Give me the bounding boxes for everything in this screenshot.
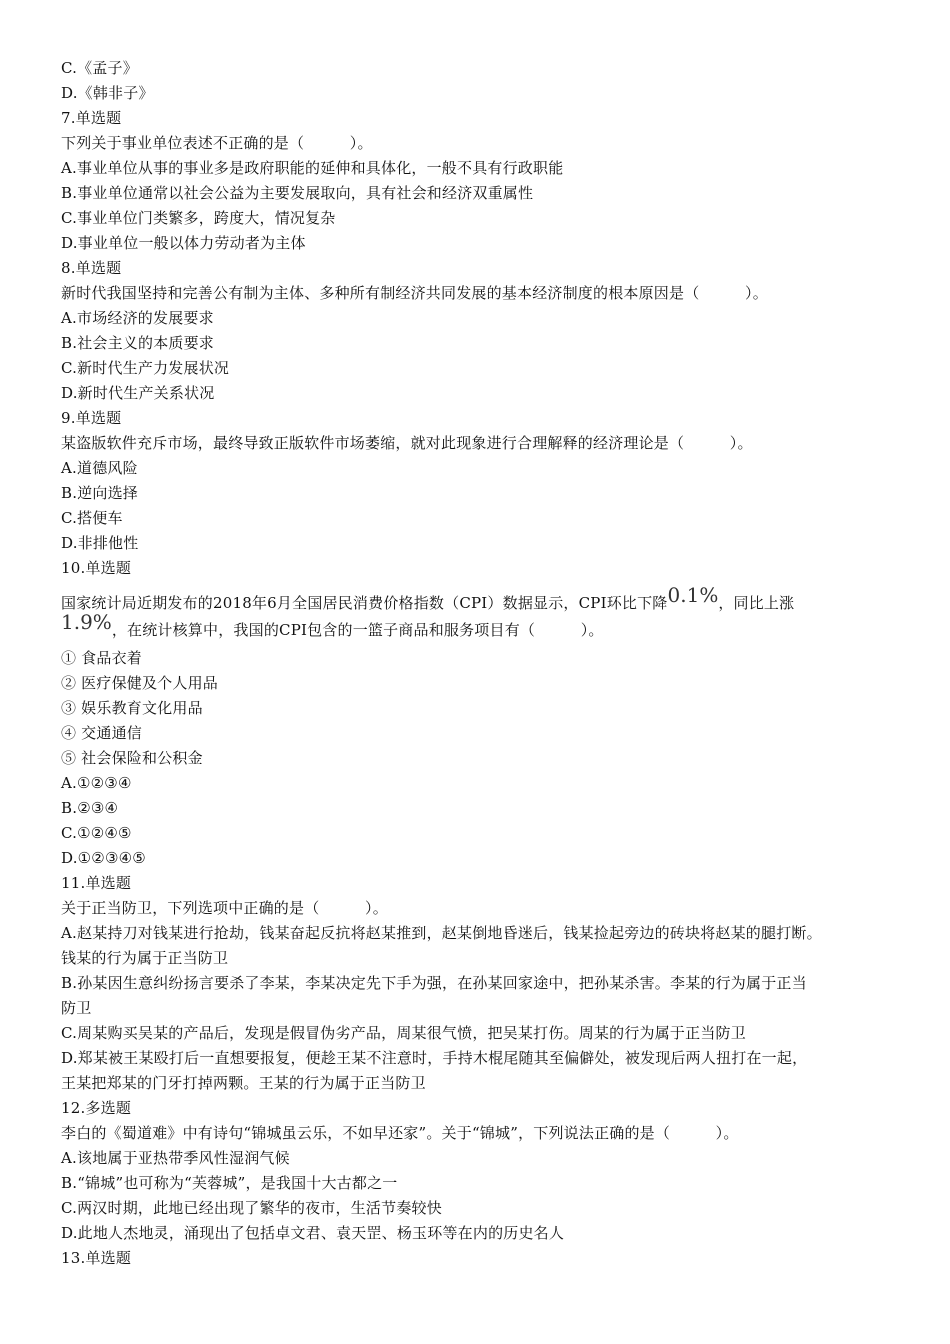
option: D.郑某被王某殴打后一直想要报复，便趁王某不注意时，手持木棍尾随其至偏僻处，被发现后两人扭打在一起， — [61, 1049, 808, 1067]
question-stem: 李白的《蜀道难》中有诗句“锦城虽云乐，不如早还家”。关于“锦城”，下列说法正确的是（ ）。 — [61, 1124, 739, 1142]
section-after-q10 — [61, 646, 896, 1271]
question-stem: 新时代我国坚持和完善公有制为主体、多种所有制经济共同发展的基本经济制度的根本原因是（ ）。 — [61, 284, 768, 302]
question-header: 12.多选题 — [61, 1099, 132, 1117]
stem-text: 国家统计局近期发布的2018年6月全国居民消费价格指数（CPI）数据显示，CPI环比下降 — [61, 594, 668, 612]
question-header: 10.单选题 — [61, 559, 132, 577]
option: B.“锦城”也可称为“芙蓉城”，是我国十大古都之一 — [61, 1174, 398, 1192]
statement-item: ② 医疗保健及个人用品 — [61, 674, 218, 692]
statement-item: ⑤ 社会保险和公积金 — [61, 749, 203, 767]
statement-item: ③ 娱乐教育文化用品 — [61, 699, 203, 717]
option: B.孙某因生意纠纷扬言要杀了李某，李某决定先下手为强，在孙某回家途中，把孙某杀害。李某的行为属于正当 — [61, 974, 807, 992]
statement-item: ① 食品衣着 — [61, 649, 142, 667]
option: C.事业单位门类繁多，跨度大，情况复杂 — [61, 209, 336, 227]
option: D.事业单位一般以体力劳动者为主体 — [61, 234, 306, 252]
question-stem: 关于正当防卫，下列选项中正确的是（ ）。 — [61, 899, 388, 917]
option: D.①②③④⑤ — [61, 849, 146, 867]
question-header: 13.单选题 — [61, 1249, 132, 1267]
option: A.该地属于亚热带季风性湿润气候 — [61, 1149, 290, 1167]
question-header: 8.单选题 — [61, 259, 122, 277]
option-continuation: 钱某的行为属于正当防卫 — [61, 949, 229, 967]
option: D.此地人杰地灵，涌现出了包括卓文君、袁天罡、杨玉环等在内的历史名人 — [61, 1224, 565, 1242]
option: A.道德风险 — [61, 459, 138, 477]
option: C.两汉时期，此地已经出现了繁华的夜市，生活节奏较快 — [61, 1199, 442, 1217]
question-stem: 下列关于事业单位表述不正确的是（ ）。 — [61, 134, 373, 152]
question-stem-line — [61, 610, 896, 646]
option: A.事业单位从事的事业多是政府职能的延伸和具体化，一般不具有行政职能 — [61, 159, 564, 177]
question-header: 9.单选题 — [61, 409, 122, 427]
option: B.事业单位通常以社会公益为主要发展取向，具有社会和经济双重属性 — [61, 184, 534, 202]
question-header: 7.单选题 — [61, 109, 122, 127]
stem-text: ，在统计核算中，我国的CPI包含的一篮子商品和服务项目有（ ）。 — [111, 621, 604, 639]
option: A.赵某持刀对钱某进行抢劫，钱某奋起反抗将赵某推到，赵某倒地昏迷后，钱某捡起旁边的砖块将赵某的腿打断。 — [61, 924, 822, 942]
option: A.市场经济的发展要求 — [61, 309, 214, 327]
math-value: 0.1% — [667, 583, 719, 607]
question-10-stem — [61, 581, 896, 646]
question-stem-line — [61, 581, 896, 614]
section-before-q10 — [61, 56, 896, 581]
statement-item: ④ 交通通信 — [61, 724, 142, 742]
question-header: 11.单选题 — [61, 874, 132, 892]
option: A.①②③④ — [61, 774, 132, 792]
option: B.②③④ — [61, 799, 119, 817]
text-line: C.《孟子》 — [61, 59, 138, 77]
text-line: D.《韩非子》 — [61, 84, 154, 102]
stem-text: ，同比上涨 — [718, 594, 795, 612]
math-value: 1.9% — [61, 610, 112, 634]
option: C.新时代生产力发展状况 — [61, 359, 230, 377]
option: C.搭便车 — [61, 509, 123, 527]
option: D.新时代生产关系状况 — [61, 384, 215, 402]
option: B.社会主义的本质要求 — [61, 334, 214, 352]
option-continuation: 防卫 — [61, 999, 92, 1017]
option: C.周某购买吴某的产品后，发现是假冒伪劣产品，周某很气愤，把吴某打伤。周某的行为属于正当防卫 — [61, 1024, 746, 1042]
question-stem: 某盗版软件充斥市场，最终导致正版软件市场萎缩，就对此现象进行合理解释的经济理论是（ ）。 — [61, 434, 753, 452]
option: C.①②④⑤ — [61, 824, 132, 842]
option: B.逆向选择 — [61, 484, 138, 502]
option-continuation: 王某把郑某的门牙打掉两颗。王某的行为属于正当防卫 — [61, 1074, 426, 1092]
option: D.非排他性 — [61, 534, 139, 552]
exam-document — [61, 56, 896, 1271]
